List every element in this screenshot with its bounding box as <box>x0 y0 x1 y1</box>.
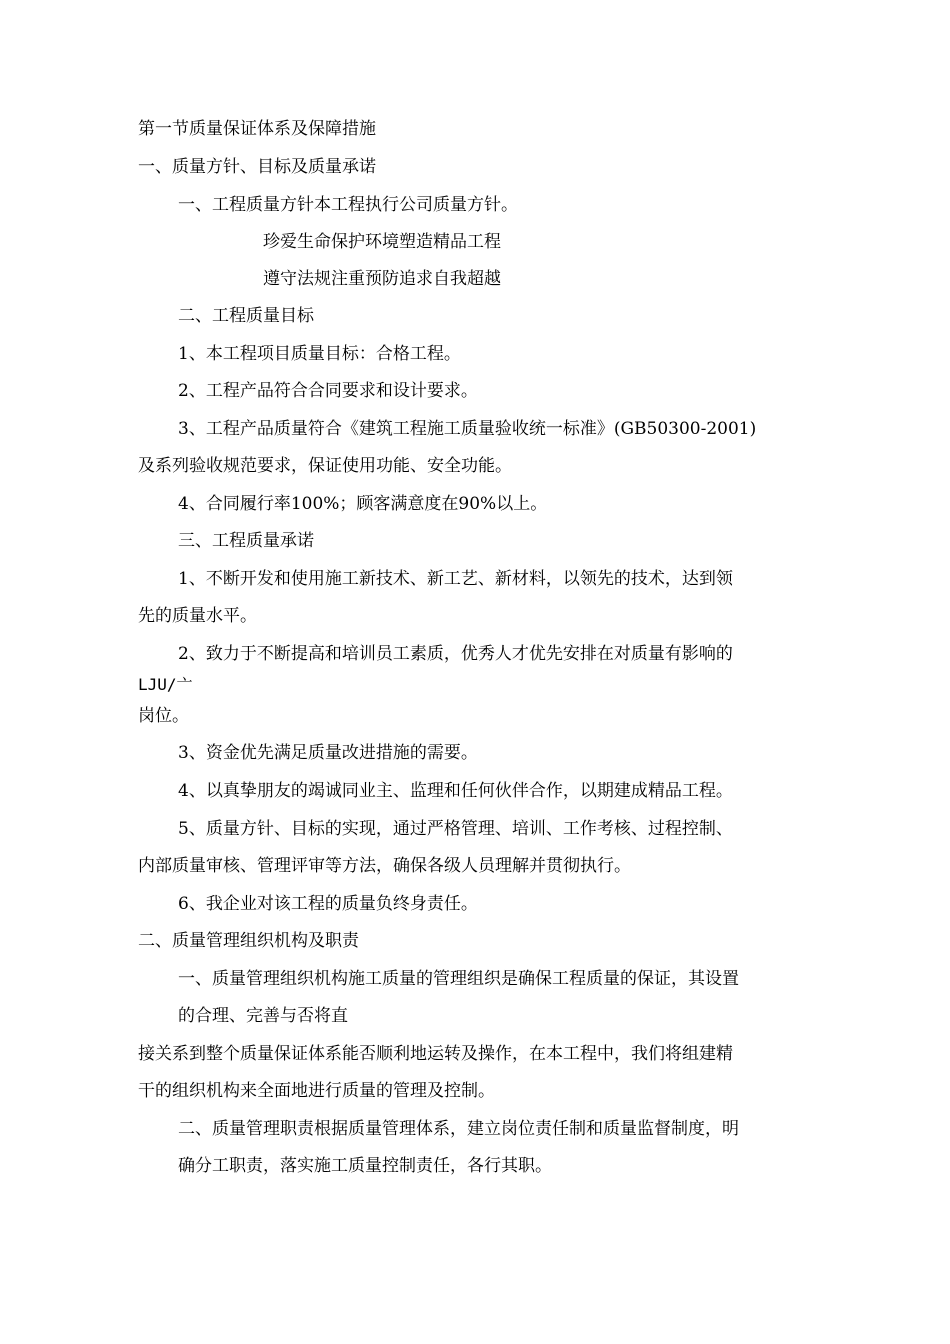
duty-paragraph-cont: 确分工职责，落实施工质量控制责任，各行其职。 <box>178 1156 552 1176</box>
goal-item-3-cont: 及系列验收规范要求，保证使用功能、安全功能。 <box>138 456 512 476</box>
commit-item-1: 1、不断开发和使用施工新技术、新工艺、新材料，以领先的技术，达到领 <box>178 569 733 589</box>
heading-quality-goal: 二、工程质量目标 <box>178 306 314 326</box>
commit-item-6: 6、我企业对该工程的质量负终身责任。 <box>178 894 478 914</box>
commit-item-2-cont: 岗位。 <box>138 706 189 726</box>
commit-item-5: 5、质量方针、目标的实现，通过严格管理、培训、工作考核、过程控制、 <box>178 819 733 839</box>
motto-line-1: 珍爱生命保护环境塑造精品工程 <box>263 232 501 252</box>
motto-line-2: 遵守法规注重预防追求自我超越 <box>263 269 501 289</box>
section-title: 第一节质量保证体系及保障措施 <box>138 119 376 139</box>
paragraph-policy: 一、工程质量方针本工程执行公司质量方针。 <box>178 195 518 215</box>
commit-item-4: 4、以真挚朋友的竭诚同业主、监理和任何伙伴合作，以期建成精品工程。 <box>178 781 733 801</box>
goal-item-1: 1、本工程项目质量目标：合格工程。 <box>178 344 461 364</box>
commit-item-5-cont: 内部质量审核、管理评审等方法，确保各级人员理解并贯彻执行。 <box>138 856 631 876</box>
commit-item-2: 2、致力于不断提高和培训员工素质，优秀人才优先安排在对质量有影响的 <box>178 644 733 664</box>
org-paragraph: 一、质量管理组织机构施工质量的管理组织是确保工程质量的保证，其设置 <box>178 969 739 989</box>
heading-quality-policy: 一、质量方针、目标及质量承诺 <box>138 157 376 177</box>
commit-item-2-artifact: LJU/亠 <box>138 675 193 694</box>
duty-paragraph: 二、质量管理职责根据质量管理体系，建立岗位责任制和质量监督制度，明 <box>178 1119 739 1139</box>
org-paragraph-cont-3: 干的组织机构来全面地进行质量的管理及控制。 <box>138 1081 495 1101</box>
goal-item-4: 4、合同履行率100%；顾客满意度在90%以上。 <box>178 494 548 514</box>
commit-item-1-cont: 先的质量水平。 <box>138 606 257 626</box>
goal-item-3: 3、工程产品质量符合《建筑工程施工质量验收统一标准》(GB50300-2001) <box>178 419 757 439</box>
org-paragraph-cont-1: 的合理、完善与否将直 <box>178 1006 348 1026</box>
heading-quality-organization: 二、质量管理组织机构及职责 <box>138 931 359 951</box>
heading-quality-commitment: 三、工程质量承诺 <box>178 531 314 551</box>
goal-item-2: 2、工程产品符合合同要求和设计要求。 <box>178 381 478 401</box>
org-paragraph-cont-2: 接关系到整个质量保证体系能否顺利地运转及操作，在本工程中，我们将组建精 <box>138 1044 733 1064</box>
commit-item-3: 3、资金优先满足质量改进措施的需要。 <box>178 743 478 763</box>
